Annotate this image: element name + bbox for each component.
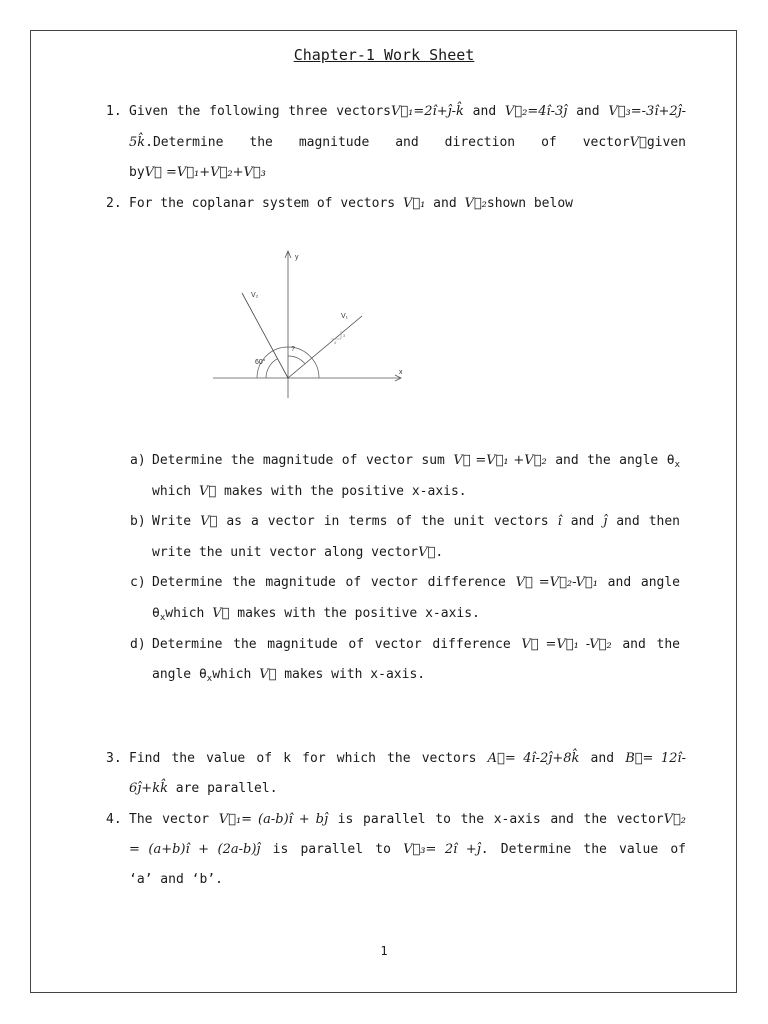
math-v1: V⃗₁ <box>402 196 426 211</box>
question-1-number: 1. <box>106 104 122 119</box>
q3-text: are parallel. <box>175 781 278 796</box>
q4-text: The vector <box>129 812 210 827</box>
q2c-text: which <box>165 606 205 621</box>
math-v1-def: V⃗₁=2î+ĵ-k̂ <box>390 104 464 119</box>
vector-v1-label: V₁ <box>341 313 349 320</box>
angle-arc-v2 <box>266 359 278 378</box>
angle-arc-v1 <box>288 356 305 364</box>
part-a-line-2 <box>152 484 467 499</box>
math-v2: V⃗₂ <box>464 196 487 211</box>
theta-subscript: x <box>159 613 166 623</box>
q2c-text: Determine the magnitude of vector difference <box>152 575 506 590</box>
math-vec-v: V⃗ <box>418 545 436 560</box>
q4-text: is parallel to the x-axis and the vector <box>337 812 664 827</box>
q2d-text: angle θ <box>152 667 207 682</box>
q1-text: given <box>646 135 686 150</box>
question-2-intro <box>129 196 573 211</box>
math-b-def-cont: 6ĵ+kk̂ <box>129 781 168 796</box>
q1-text: and <box>472 104 497 119</box>
question-4-line-1 <box>129 812 686 827</box>
theta-subscript: x <box>206 674 213 684</box>
q2d-text: which <box>212 667 252 682</box>
math-v1-q4: V⃗₁= (a-b)î + bĵ <box>218 812 328 827</box>
q1-text: of <box>541 135 557 150</box>
page-number: 1 <box>380 944 388 958</box>
q1-text: Given the following three vectors <box>129 104 391 119</box>
q2a-text: makes with the positive x-axis. <box>224 484 467 499</box>
part-d-label: d) <box>130 637 146 652</box>
q2-text: and <box>433 196 457 211</box>
q2-text: For the coplanar system of vectors <box>129 196 396 211</box>
question-2-number: 2. <box>106 196 122 211</box>
q2a-text: Determine the magnitude of vector sum <box>152 453 445 468</box>
question-4-number: 4. <box>106 812 122 827</box>
theta-subscript: x <box>674 460 680 470</box>
q2b-text: and <box>570 514 595 529</box>
q3-text: Find the value of k for which the vectors <box>129 751 477 766</box>
question-1-line-3 <box>129 165 266 180</box>
q1-text: the <box>249 135 273 150</box>
q2c-text: θ <box>152 606 160 621</box>
part-c-label: c) <box>130 575 146 590</box>
math-b-def: B⃗= 12î- <box>625 751 686 766</box>
q2b-text: and then <box>616 514 681 529</box>
vector-v2-label: V₂ <box>251 292 259 299</box>
question-4-line-2 <box>129 842 686 857</box>
math-j-hat: ĵ <box>603 514 608 529</box>
q2b-text: Write <box>152 514 192 529</box>
q1-text: direction <box>444 135 516 150</box>
vector-v1-line <box>288 316 362 378</box>
q2d-text: and the <box>622 637 680 652</box>
q2d-text: makes with x-axis. <box>284 667 426 682</box>
part-a-label: a) <box>130 453 146 468</box>
slope-label-rise: 3 <box>343 333 346 338</box>
question-1-line-1 <box>129 104 686 119</box>
q2c-text: makes with the positive x-axis. <box>237 606 480 621</box>
q1-text: and <box>576 104 600 119</box>
q3-text: and <box>590 751 615 766</box>
q2b-text: write the unit vector along vector <box>152 545 419 560</box>
part-d-line-2 <box>152 667 425 684</box>
q2b-text: . <box>435 545 444 560</box>
question-3-line-2 <box>129 781 278 796</box>
math-vec-v: V⃗ <box>212 606 230 621</box>
part-b-label: b) <box>130 514 146 529</box>
math-vec-v: V⃗ <box>629 135 647 150</box>
math-vec-v: V⃗ <box>200 514 218 529</box>
math-v2-q4-def: = (a+b)î + (2a-b)ĵ <box>129 842 261 857</box>
question-3-line-1 <box>129 751 686 766</box>
part-d-line-1 <box>152 637 680 652</box>
q2a-text: and the angle θ <box>555 453 675 468</box>
x-axis-label: x <box>399 369 403 376</box>
q4-text: is parallel to <box>272 842 391 857</box>
math-v3-def: V⃗₃=-3î+2ĵ- <box>608 104 687 119</box>
q2d-text: Determine the magnitude of vector difference <box>152 637 511 652</box>
angle-60-label: 60° <box>255 359 266 366</box>
vector-diagram <box>205 240 415 405</box>
part-c-line-1 <box>152 575 680 590</box>
part-b-line-1 <box>152 514 680 529</box>
q1-text: and <box>395 135 419 150</box>
q1-text: magnitude <box>298 135 370 150</box>
q2-text: shown below <box>486 196 573 211</box>
math-v2-q4: V⃗₂ <box>663 812 687 827</box>
q4-text: . Determine the value of <box>480 842 687 857</box>
q1-text: .Determine <box>145 135 224 150</box>
page-title: Chapter-1 Work Sheet <box>293 46 475 64</box>
q1-text: by <box>129 165 145 180</box>
math-sum-12: V⃗ =V⃗₁ +V⃗₂ <box>453 453 547 468</box>
math-diff-21: V⃗ =V⃗₂-V⃗₁ <box>515 575 598 590</box>
unknown-angle-label: ? <box>291 346 295 353</box>
q4-text: ‘a’ and ‘b’. <box>129 872 223 887</box>
math-a-def: A⃗= 4î-2ĵ+8k̂ <box>487 751 580 766</box>
math-vec-v: V⃗ <box>259 667 277 682</box>
part-c-line-2 <box>152 606 480 623</box>
q2a-text: which <box>152 484 192 499</box>
question-4-line-3 <box>129 872 223 887</box>
question-3-number: 3. <box>106 751 122 766</box>
q2c-text: and angle <box>607 575 681 590</box>
part-a-line-1 <box>152 453 680 470</box>
math-v3-def-cont: 5k̂ <box>129 135 146 150</box>
math-vec-v: V⃗ <box>198 484 217 499</box>
math-v3-q4: V⃗₃= 2î +ĵ <box>403 842 481 857</box>
part-b-line-2 <box>152 545 443 560</box>
math-i-hat: î <box>557 514 562 529</box>
y-axis-label: y <box>295 254 299 261</box>
slope-label-run: 4 <box>334 340 337 345</box>
math-v2-def: V⃗₂=4î-3ĵ <box>504 104 568 119</box>
q2b-text: as a vector in terms of the unit vectors <box>226 514 549 529</box>
math-diff-12: V⃗ =V⃗₁ -V⃗₂ <box>521 637 612 652</box>
q1-text: vector <box>582 135 630 150</box>
math-vsum-def: V⃗ =V⃗₁+V⃗₂+V⃗₃ <box>144 165 266 180</box>
question-1-line-2 <box>129 135 686 150</box>
